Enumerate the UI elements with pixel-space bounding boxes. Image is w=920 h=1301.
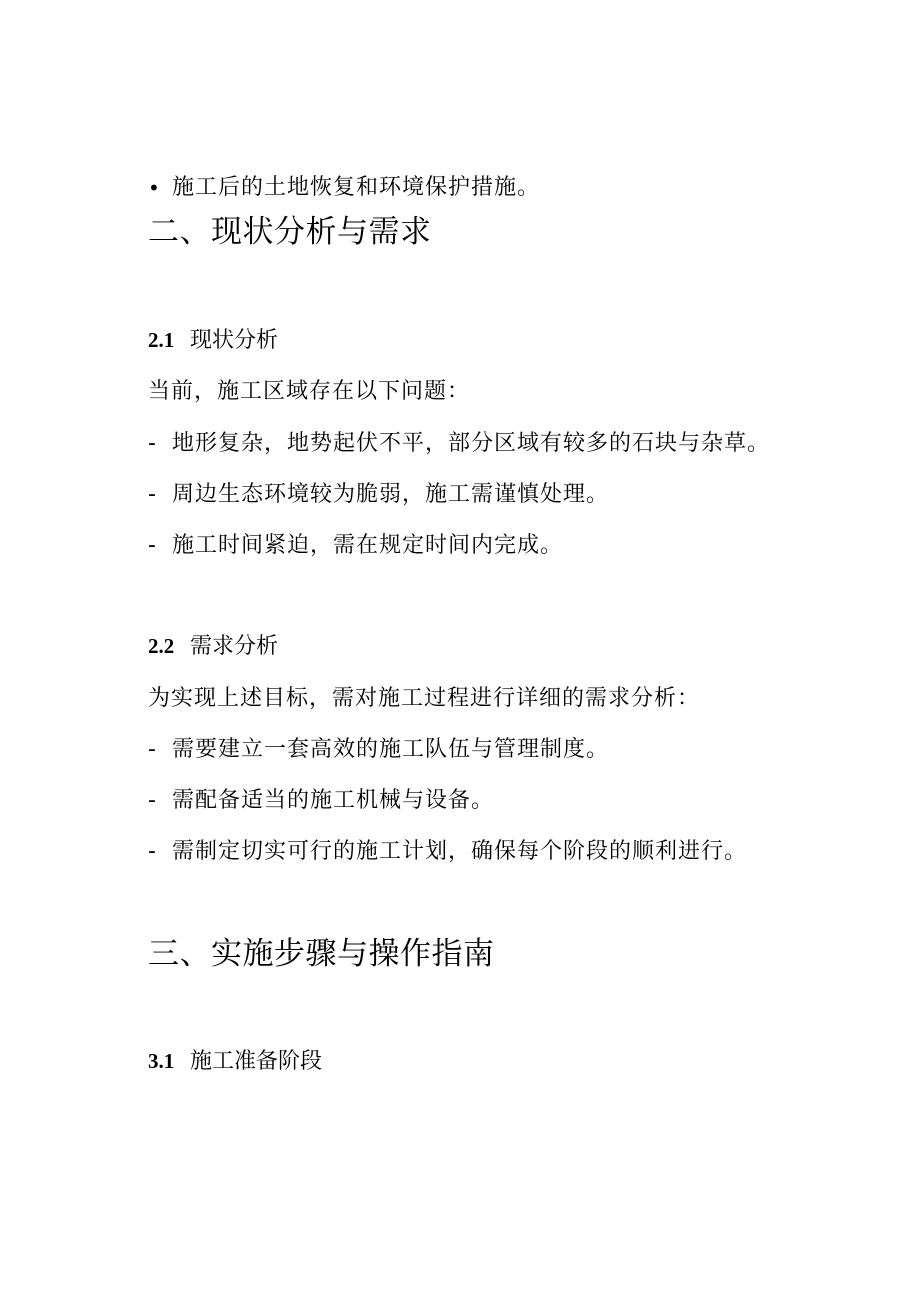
paragraph: 为实现上述目标，需对施工过程进行详细的需求分析： — [148, 686, 701, 711]
section-heading-3: 三、实施步骤与操作指南 — [148, 936, 495, 972]
subsection-number: 2.1 — [148, 328, 175, 352]
list-item-text: 需配备适当的施工机械与设备。 — [172, 788, 495, 813]
subsection-title: 施工准备阶段 — [190, 1049, 323, 1074]
list-item-text: 施工时间紧迫，需在规定时间内完成。 — [172, 533, 564, 558]
list-item — [148, 532, 563, 560]
subsection-heading-2-2 — [148, 631, 278, 662]
subsection-heading-2-1 — [148, 325, 278, 356]
bullet-item — [148, 174, 540, 202]
list-item — [148, 787, 494, 815]
subsection-title: 现状分析 — [190, 328, 279, 353]
dash-icon: - — [148, 533, 157, 558]
list-item-text: 地形复杂，地势起伏不平，部分区域有较多的石块与杂草。 — [172, 431, 771, 456]
list-item — [148, 430, 770, 458]
dash-icon: - — [148, 482, 157, 507]
subsection-heading-3-1 — [148, 1046, 322, 1077]
dash-icon: - — [148, 737, 157, 762]
list-item-text: 需要建立一套高效的施工队伍与管理制度。 — [172, 737, 610, 762]
bullet-icon: • — [148, 176, 161, 200]
section-heading-2: 二、现状分析与需求 — [148, 214, 432, 250]
list-item-text: 周边生态环境较为脆弱，施工需谨慎处理。 — [172, 482, 610, 507]
list-item — [148, 838, 747, 866]
list-item — [148, 481, 609, 509]
dash-icon: - — [148, 788, 157, 813]
list-item — [148, 736, 609, 764]
subsection-number: 3.1 — [148, 1049, 175, 1073]
subsection-title: 需求分析 — [190, 634, 279, 659]
dash-icon: - — [148, 839, 157, 864]
paragraph: 当前，施工区域存在以下问题： — [148, 379, 471, 404]
list-item-text: 需制定切实可行的施工计划，确保每个阶段的顺利进行。 — [172, 839, 748, 864]
dash-icon: - — [148, 431, 157, 456]
subsection-number: 2.2 — [148, 634, 175, 658]
bullet-text: 施工后的土地恢复和环境保护措施。 — [172, 175, 541, 200]
